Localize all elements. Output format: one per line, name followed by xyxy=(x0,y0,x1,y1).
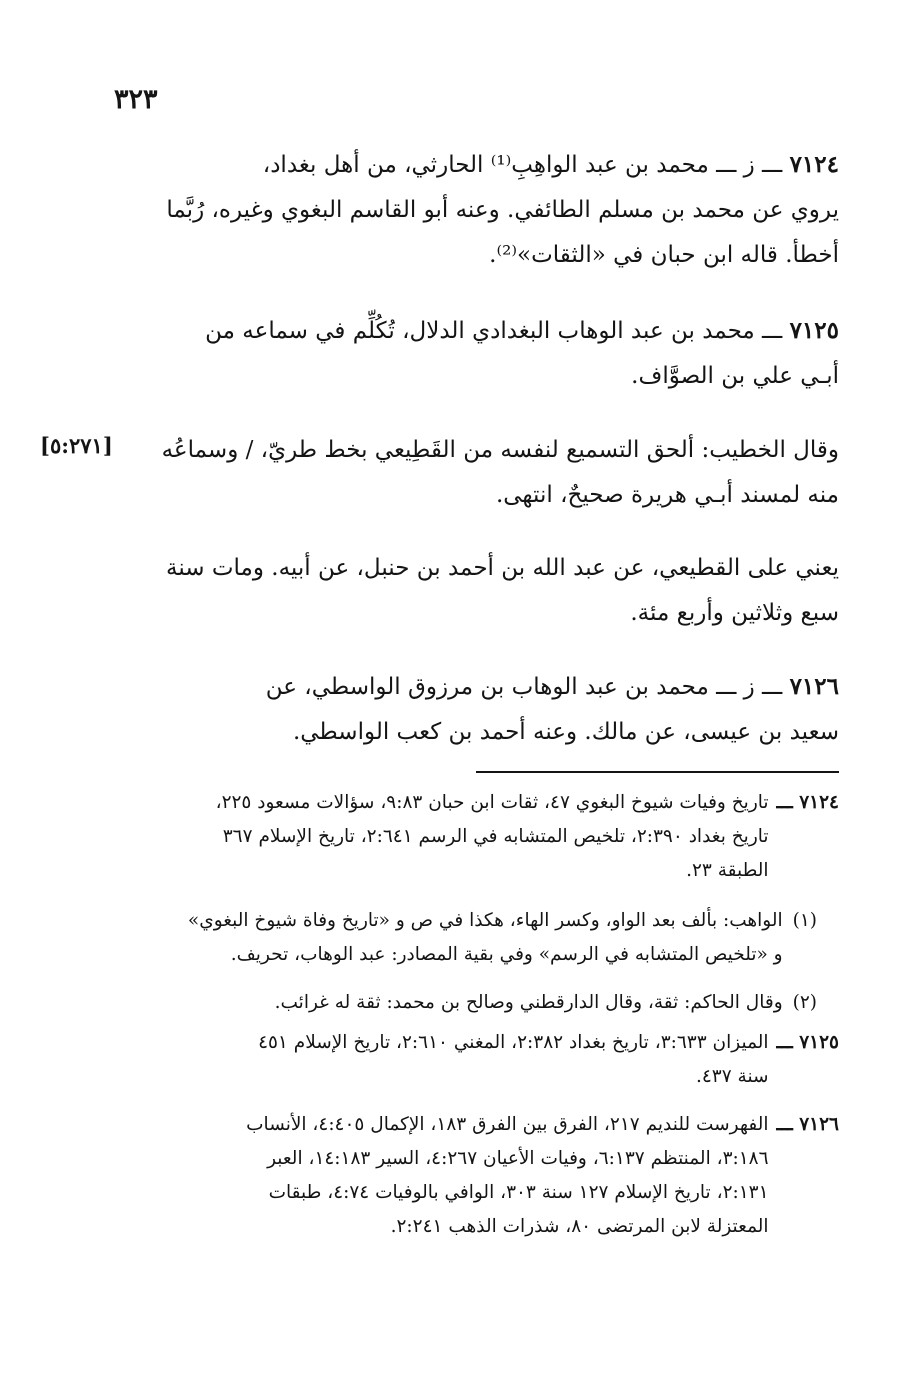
footnote-line: الواهب: بألف بعد الواو، وكسر الهاء، هكذا في ص و «تاريخ وفاة شيوخ البغوي» xyxy=(187,910,783,931)
entry-line: أبـي علي بن الصوَّاف. xyxy=(631,363,839,389)
paragraph-line: منه لمسند أبـي هريرة صحيحٌ، انتهى. xyxy=(495,482,839,508)
entry-number: ٧١٢٦ xyxy=(789,673,839,700)
entry-7125 xyxy=(113,308,839,399)
entry-line: سعيد بن عيسى، عن مالك. وعنه أحمد بن كعب الواسطي. xyxy=(292,719,839,745)
footnote-line: تاريخ وفيات شيوخ البغوي ٤٧، ثقات ابن حبان ٩:٨٣، سؤالات مسعود ٢٢٥، xyxy=(215,792,769,813)
entry-number: ٧١٢٥ xyxy=(789,317,839,344)
entry-line: يروي عن محمد بن مسلم الطائفي. وعنه أبو القاسم البغوي وغيره، رُبَّما xyxy=(166,197,839,223)
footnote-line: سنة ٤٣٧. xyxy=(695,1066,769,1087)
footnote-7124 xyxy=(113,786,839,888)
footnote-line: الميزان ٣:٦٣٣، تاريخ بغداد ٢:٣٨٢، المغني ٢:٦١٠، تاريخ الإسلام ٤٥١ xyxy=(258,1032,769,1053)
footnote-line: ٢:١٣١، تاريخ الإسلام ١٢٧ سنة ٣٠٣، الوافي بالوفيات ٤:٧٤، طبقات xyxy=(268,1182,769,1203)
margin-reference: [٥:٢٧١] xyxy=(40,433,113,458)
footnote-line: الفهرست للنديم ٢١٧، الفرق بين الفرق ١٨٣، الإكمال ٤:٤٠٥، الأنساب xyxy=(246,1114,769,1135)
footnote-line: الطبقة ٢٣. xyxy=(686,860,769,881)
entry-line: ٧١٢٥ ـــ محمد بن عبد الوهاب البغدادي الدلال، تُكُلِّم في سماعه من xyxy=(205,317,839,344)
footnote-key: ٧١٢٥ ـــ xyxy=(776,1032,839,1053)
entry-number: ٧١٢٤ xyxy=(789,151,839,178)
entry-7124 xyxy=(113,142,839,278)
footnote-key: ٧١٢٤ ـــ xyxy=(776,792,839,813)
paragraph-line: يعني على القطيعي، عن عبد الله بن أحمد بن حنبل، عن أبيه. ومات سنة xyxy=(166,555,839,581)
footnote-note-2 xyxy=(113,986,839,1020)
entry-line: ٧١٢٤ ـــ ز ـــ محمد بن عبد الواهِبِ⁽¹⁾ الحارثي، من أهل بغداد، xyxy=(262,151,839,178)
footnote-divider xyxy=(476,771,839,773)
footnote-line: و «تلخيص المتشابه في الرسم» وفي بقية المصادر: عبد الوهاب، تحريف. xyxy=(230,944,783,965)
paragraph-line: وقال الخطيب: ألحق التسميع لنفسه من القَطِيعي بخط طريّ، / وسماعُه xyxy=(161,437,839,463)
footnote-line: ٣:١٨٦، المنتظم ٦:١٣٧، وفيات الأعيان ٤:٢٦٧، السير ١٤:١٨٣، العبر xyxy=(267,1148,769,1169)
footnote-line: المعتزلة لابن المرتضى ٨٠، شذرات الذهب ٢:٢٤١. xyxy=(390,1216,769,1237)
entry-line: أخطأ. قاله ابن حبان في «الثقات»⁽²⁾. xyxy=(489,242,839,268)
footnote-line: وقال الحاكم: ثقة، وقال الدارقطني وصالح بن محمد: ثقة له غرائب. xyxy=(274,992,783,1013)
qatii-paragraph xyxy=(113,546,839,636)
page-number: ٣٢٣ xyxy=(114,84,158,115)
footnote-note-1 xyxy=(113,904,839,972)
footnote-key: (١) xyxy=(792,910,817,931)
entry-line: ٧١٢٦ ـــ ز ـــ محمد بن عبد الوهاب بن مرزوق الواسطي، عن xyxy=(265,673,839,700)
paragraph-line: سبع وثلاثين وأربع مئة. xyxy=(630,600,839,626)
footnote-line: تاريخ بغداد ٢:٣٩٠، تلخيص المتشابه في الرسم ٢:٦٤١، تاريخ الإسلام ٣٦٧ xyxy=(222,826,769,847)
footnote-key: ٧١٢٦ ـــ xyxy=(776,1114,839,1135)
footnote-7126 xyxy=(113,1108,839,1244)
footnote-7125 xyxy=(113,1026,839,1094)
entry-7126 xyxy=(113,664,839,755)
khatib-paragraph xyxy=(113,428,839,518)
footnote-key: (٢) xyxy=(792,992,817,1013)
